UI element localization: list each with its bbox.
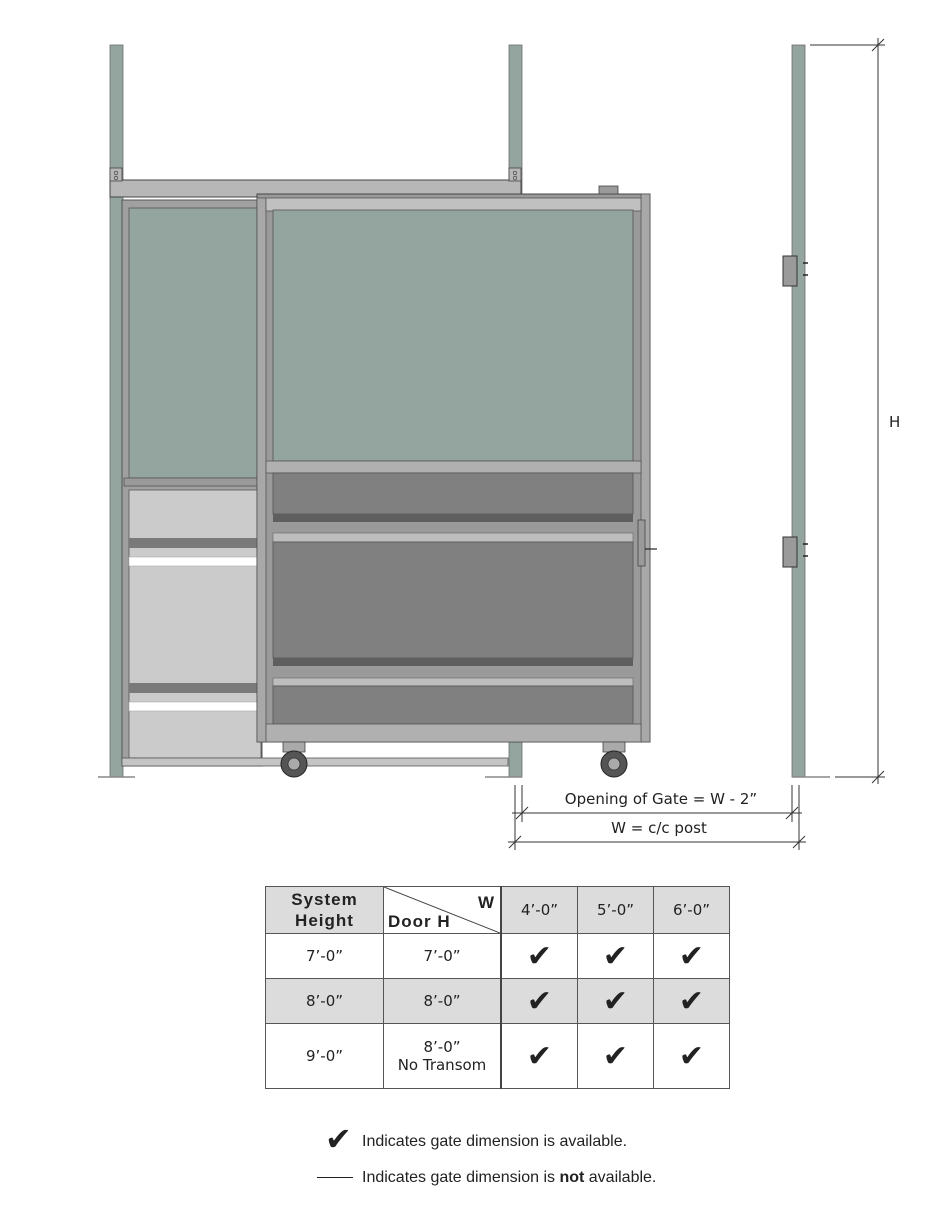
available-check-icon: ✔ (578, 1024, 654, 1089)
header-width-5ft: 5’-0” (578, 887, 654, 934)
table-header-row (266, 887, 730, 934)
header-w-label: W (477, 893, 494, 912)
available-check-icon: ✔ (501, 979, 578, 1024)
available-check-icon: ✔ (578, 979, 654, 1024)
legend-not-available-text: Indicates gate dimension is not available. (362, 1169, 657, 1186)
available-check-icon: ✔ (654, 1024, 730, 1089)
table-row (266, 979, 730, 1024)
system-height-cell: 8’-0” (266, 979, 384, 1024)
system-height-cell: 7’-0” (266, 934, 384, 979)
opening-of-gate-label: Opening of Gate = W - 2” (564, 790, 758, 808)
available-check-icon: ✔ (654, 934, 730, 979)
right-post (792, 45, 805, 777)
height-label: H (889, 413, 901, 431)
available-check-icon: ✔ (578, 934, 654, 979)
door-height-note: No Transom (397, 1056, 487, 1074)
legend-available-text: Indicates gate dimension is available. (362, 1133, 628, 1150)
table-row (266, 1024, 730, 1089)
caster-wheel-right (601, 742, 627, 777)
available-check-icon: ✔ (501, 1024, 578, 1089)
header-width-6ft: 6’-0” (654, 887, 730, 934)
available-check-icon: ✔ (654, 979, 730, 1024)
height-dimension-line (810, 38, 885, 784)
door-height-cell: 8’-0” (384, 979, 502, 1024)
dash-icon (317, 1177, 353, 1178)
table-row (266, 934, 730, 979)
header-width-4ft: 4’-0” (501, 887, 578, 934)
available-check-icon: ✔ (501, 934, 578, 979)
width-cc-post-label: W = c/c post (611, 819, 707, 837)
caster-wheel-left (281, 742, 307, 777)
system-height-cell: 9’-0” (266, 1024, 384, 1089)
availability-table (265, 886, 730, 1089)
door-height-cell: 7’-0” (384, 934, 502, 979)
header-system-height: System Height (266, 887, 384, 934)
header-door-height-width (384, 887, 502, 934)
header-door-h-label: Door H (388, 912, 451, 931)
door-height-cell (384, 1024, 502, 1089)
left-post (110, 45, 123, 777)
overhead-track (110, 168, 521, 197)
sliding-gate-panel (257, 186, 657, 742)
check-icon: ✔ (325, 1120, 352, 1158)
door-height-value: 8’-0” (423, 1038, 461, 1056)
